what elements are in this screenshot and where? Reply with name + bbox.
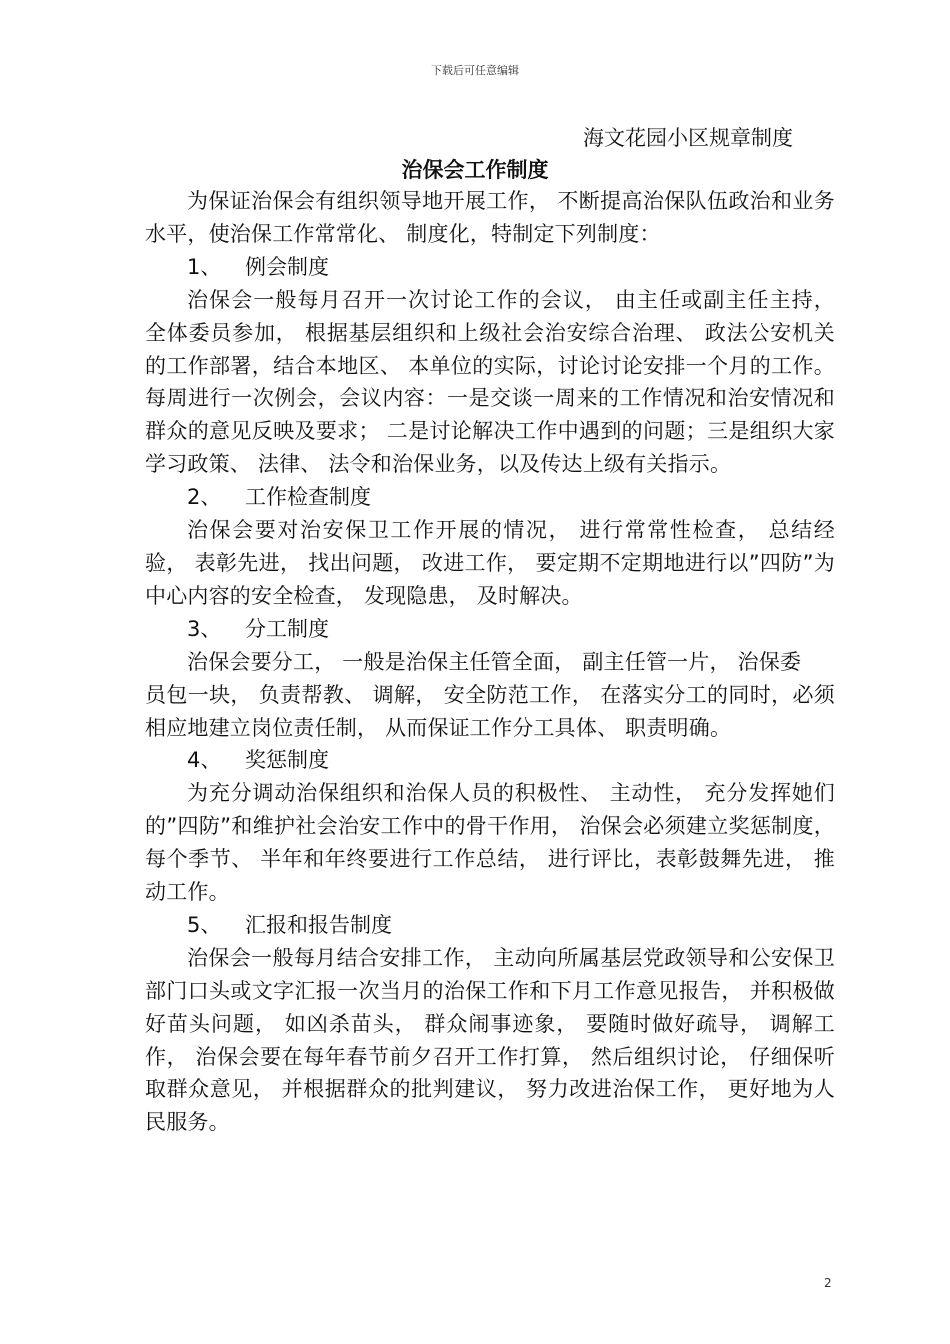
section-number: 5、 [187,912,222,937]
section-title: 工作检查制度 [245,485,371,510]
section-paragraph: 治保会一般每月召开一次讨论工作的会议， 由主任或副主任主持， 全体委员参加， 根据基层组织和上级社会治安综合治理、 政法公安机关的工作部署，结合本地区、 本单位的实际，讨论讨论安排一个月的工作。每周进行一次例会，会议内容：一是交谈一周来的工作情况和治安情况和群众的意见反映及要求； 二是讨论解决工作中遇到的问题；三是组织大家学习政策、 法律、 法令和治保业务，以及传达上级有关指示。 [145,287,835,477]
section-paragraph: 治保会要分工， 一般是治保主任管全面， 副主任管一片， 治保委 [187,649,802,674]
header-note: 下载后可任意编辑 [431,64,519,77]
section-number: 1、 [187,254,222,279]
intro-paragraph: 为保证治保会有组织领导地开展工作， 不断提高治保队伍政治和业务水平，使治保工作常常化、 制度化，特制定下列制度： [145,189,835,246]
document-title: 治保会工作制度 [401,158,549,182]
section-title: 奖惩制度 [245,748,329,773]
section-title: 汇报和报告制度 [245,912,392,937]
section-title: 例会制度 [245,254,329,279]
section-number: 2、 [187,485,222,510]
section-heading-division [145,613,835,646]
section-paragraph: 治保会一般每月结合安排工作， 主动向所属基层党政领导和公安保卫部门口头或文字汇报一次当月的治保工作和下月工作意见报告， 并积极做好苗头问题， 如凶杀苗头， 群众闹事迹象， 要随时做好疏导， 调解工作， 治保会要在每年春节前夕召开工作打算， 然后组织讨论， 仔细保听取群众意见， 并根据群众的批判建议， 努力改进治保工作， 更好地为人民服务。 [145,945,835,1135]
section-paragraph: 员包一块， 负责帮教、 调解， 安全防范工作， 在落实分工的同时，必须相应地建立岗位责任制， 从而保证工作分工具体、 职责明确。 [145,682,835,740]
section-paragraph: 治保会要对治安保卫工作开展的情况， 进行常常性检查， 总结经验， 表彰先进， 找出问题， 改进工作， 要定期不定期地进行以”四防”为中心内容的安全检查， 发现隐患， 及时解决。 [145,518,835,608]
section-heading-rewards [145,744,835,777]
section-heading-meeting [145,251,835,284]
section-heading-reporting [145,909,835,942]
section-paragraph: 为充分调动治保组织和治保人员的积极性、 主动性， 充分发挥她们的”四防”和维护社会治安工作中的骨干作用， 治保会必须建立奖惩制度， 每个季节、 半年和年终要进行工作总结， 进行评比，表彰鼓舞先进， 推动工作。 [145,781,835,905]
page-number: 2 [824,1276,832,1290]
section-number: 4、 [187,748,222,773]
section-number: 3、 [187,616,222,641]
section-title: 分工制度 [245,616,329,641]
org-title: 海文花园小区规章制度 [583,126,793,150]
document-body [145,185,835,1139]
section-heading-inspection [145,481,835,514]
